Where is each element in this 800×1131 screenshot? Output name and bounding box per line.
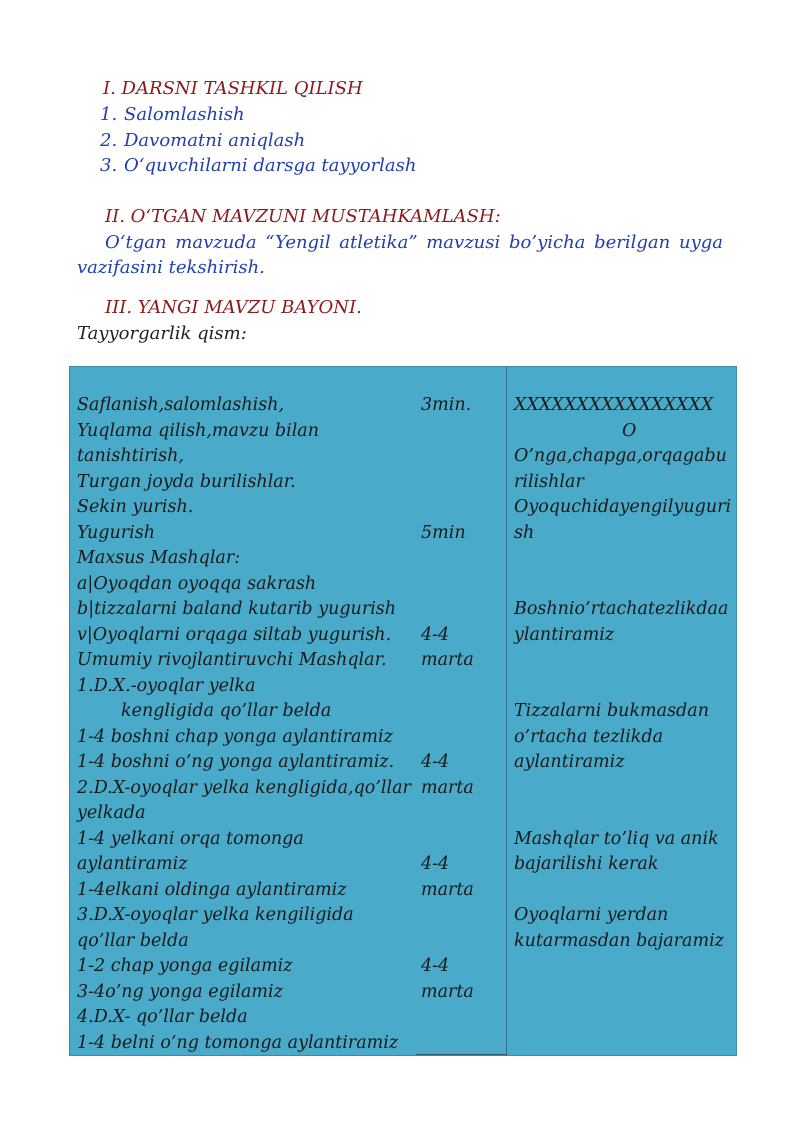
exercise-line: yelkada [77,803,146,823]
note-line: Oyoqlarni yerdan [514,905,669,925]
note-line: Boshnio’rtachatezlikdaa [514,599,729,619]
note-line: XXXXXXXXXXXXXXXX [514,395,714,415]
exercise-line: 1-4elkani oldinga aylantiramiz [77,879,347,900]
exercise-line: v|Oyoqlarni orqaga siltab yugurish. [77,624,392,645]
dosage-line: marta [421,879,474,900]
exercise-line: 1-4 belni o’ng tomonga aylantiramiz [77,1032,399,1053]
note-line: aylantiramiz [514,752,625,772]
exercise-line: 1.D.X.-oyoqlar yelka [77,675,256,696]
dosage-line: 4-4 [421,752,450,772]
exercise-line: tanishtirish, [77,446,184,466]
dosage-line: 4-4 [421,956,450,976]
dosage-line: marta [421,777,474,798]
section-1-heading: I. DARSNI TASHKIL QILISH [103,78,363,99]
exercise-line: b|tizzalarni baland kutarib yugurish [77,599,397,619]
note-line: O [622,420,637,441]
item-number: 2. [100,129,118,151]
note-line: ylantiramiz [514,624,615,645]
exercise-line: 3.D.X-oyoqlar yelka kengiligida [77,905,354,925]
exercise-line: 4.D.X- qo’llar belda [77,1007,248,1027]
note-line: bajarilishi kerak [514,854,659,874]
column-divider [506,367,507,1055]
dosage-line: 4-4 [421,624,450,645]
item-text: Davomatni aniqlash [124,129,306,151]
section-2-heading: II. O‘TGAN MAVZUNI MUSTAHKAMLASH: [105,206,501,227]
exercise-line: Sekin yurish. [77,497,194,517]
item-number: 1. [100,104,118,125]
note-line: rilishlar [514,471,584,492]
section-2-paragraph-line-2: vazifasini tekshirish. [77,257,265,278]
exercise-line: 1-4 boshni chap yonga aylantiramiz [77,726,393,747]
dosage-line: 3min. [421,395,472,415]
exercise-line: 1-2 chap yonga egilamiz [77,956,293,976]
item-number: 3. [100,155,118,176]
exercise-line: kengligida qo’llar belda [121,701,332,721]
exercise-line: aylantiramiz [77,854,188,874]
note-line: O’nga,chapga,orqagabu [514,446,727,466]
section-1-item [100,129,305,153]
exercise-line: 1-4 boshni o’ng yonga aylantiramiz. [77,752,395,772]
section-1-item [100,154,417,178]
note-line: kutarmasdan bajaramiz [514,930,724,951]
section-2-paragraph-line-1: O‘tgan mavzuda “Yengil atletika” mavzusi bo’yicha berilgan uyga [105,232,723,253]
note-line: Tizzalarni bukmasdan [514,701,709,721]
note-line: sh [514,522,535,543]
exercise-line: Maxsus Mashqlar: [77,548,241,568]
exercise-line: Umumiy rivojlantiruvchi Mashqlar. [77,650,387,670]
note-line: o’rtacha tezlikda [514,726,664,747]
item-text: Salomlashish [124,104,245,125]
dosage-line: marta [421,650,474,670]
exercise-line: 3-4o’ng yonga egilamiz [77,981,283,1002]
note-line: Mashqlar to’liq va anik [514,828,719,849]
section-3-subheading: Tayyorgarlik qism: [77,323,247,344]
exercise-line: a|Oyoqdan oyoqqa sakrash [77,573,317,594]
section-2-paragraph [77,230,723,280]
exercise-table [69,366,737,1056]
exercise-line: qo’llar belda [77,930,189,951]
section-3-heading: III. YANGI MAVZU BAYONI. [105,297,362,318]
section-1-item [100,103,245,127]
item-text: O‘quvchilarni darsga tayyorlash [124,155,417,176]
exercise-line: Turgan joyda burilishlar. [77,471,296,492]
exercise-line: 2.D.X-oyoqlar yelka kengligida,qo’llar [77,777,411,798]
exercise-line: Yugurish [77,522,155,543]
dosage-line: 4-4 [421,854,450,874]
cell-bottom-border [416,1054,507,1055]
dosage-line: marta [421,981,474,1002]
exercise-line: Saflanish,salomlashish, [77,395,285,415]
exercise-line: Yuqlama qilish,mavzu bilan [77,420,320,441]
exercise-line: 1-4 yelkani orqa tomonga [77,828,304,849]
dosage-line: 5min [421,522,466,543]
note-line: Oyoquchidayengilyuguri [514,497,732,517]
